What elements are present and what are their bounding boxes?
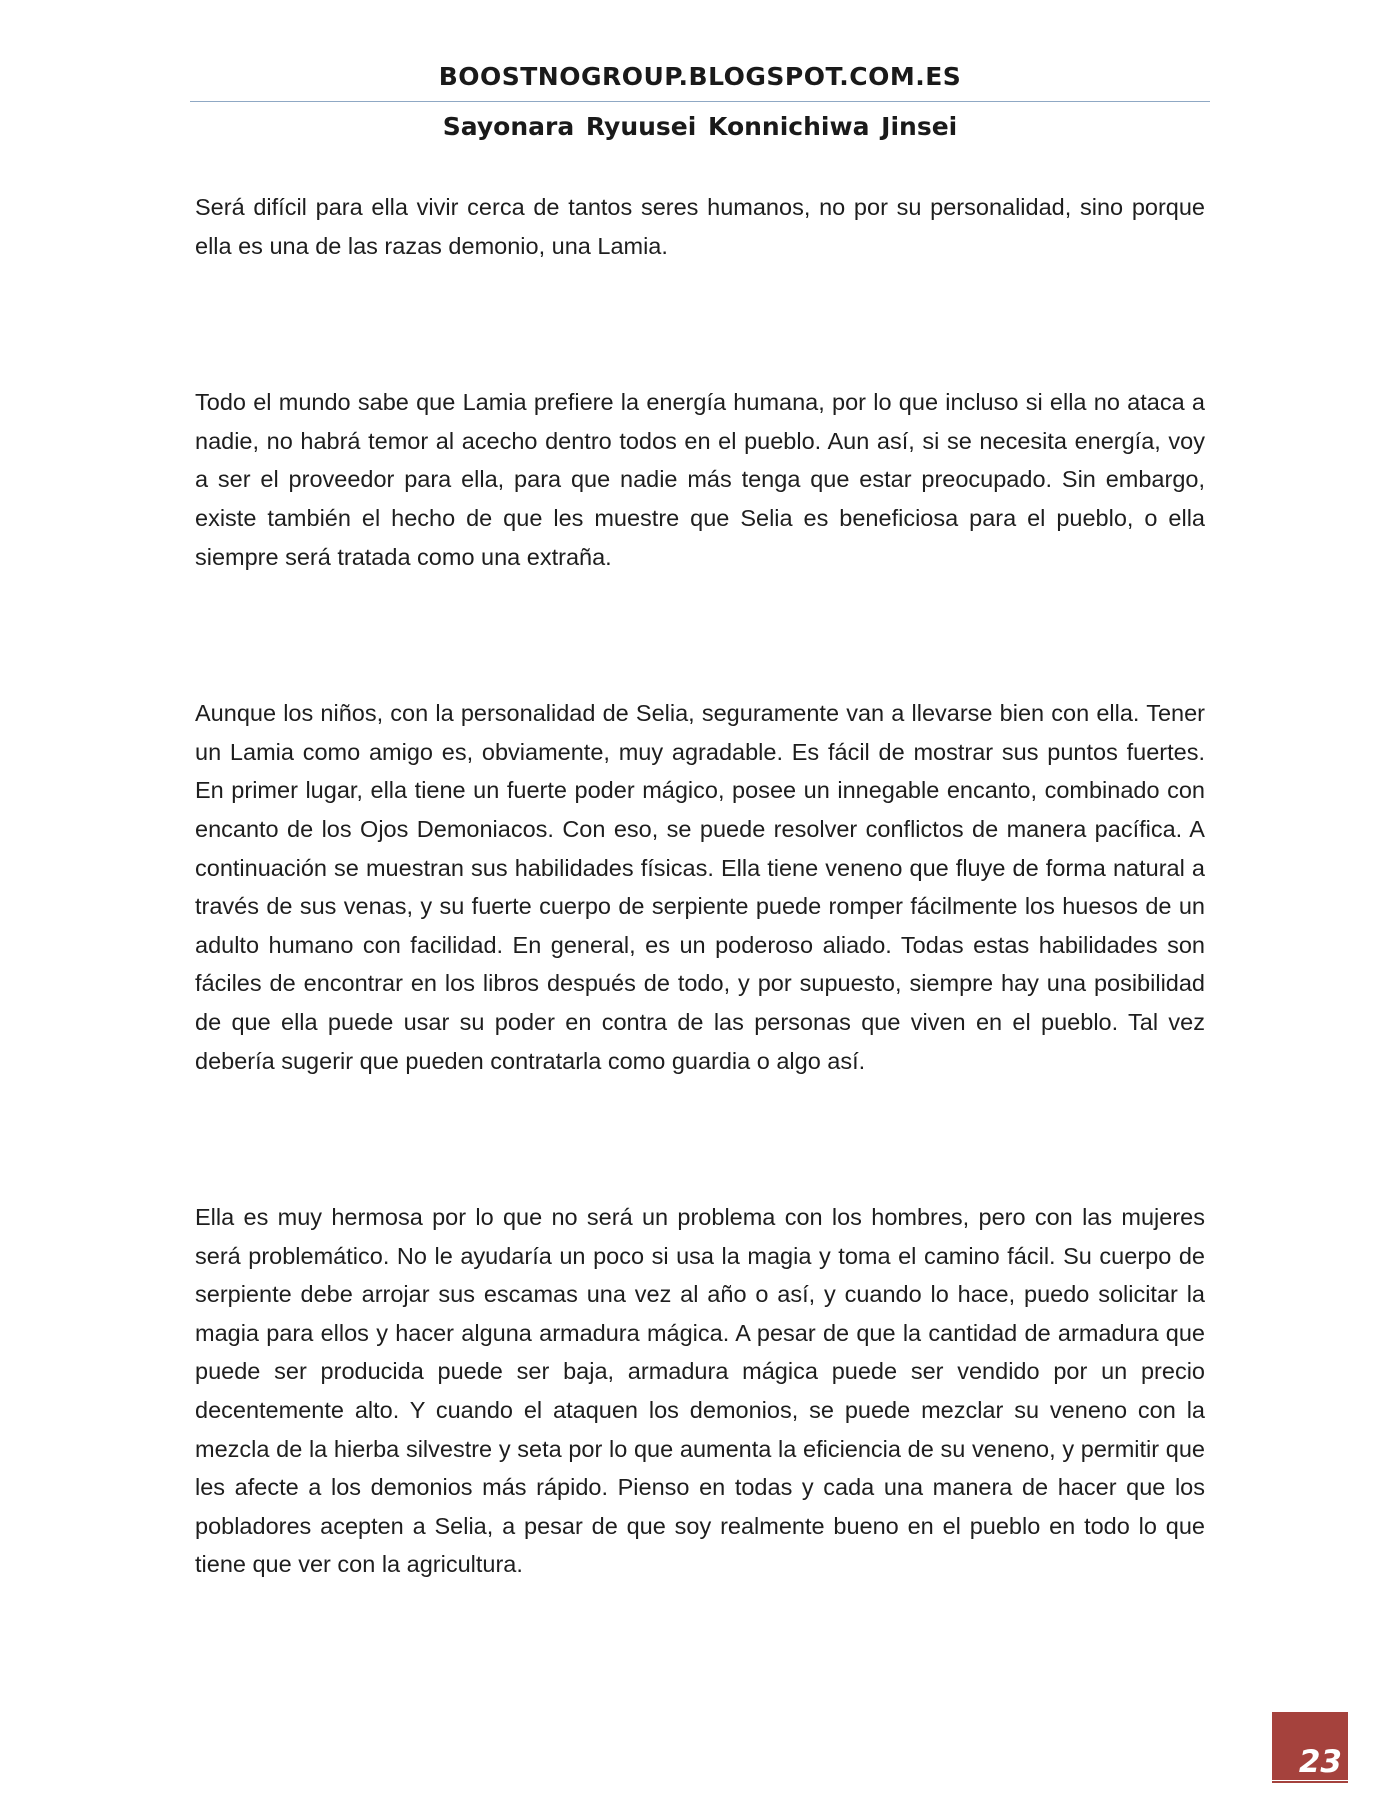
book-title: Sayonara Ryuusei Konnichiwa Jinsei	[442, 112, 958, 141]
site-title: BOOSTNOGROUP.BLOGSPOT.COM.ES	[190, 62, 1210, 102]
body-text	[195, 188, 1205, 1584]
page-number-rule	[1272, 1781, 1348, 1783]
page-number: 23	[1298, 1744, 1342, 1780]
page-header	[190, 62, 1210, 141]
paragraph-2: Todo el mundo sabe que Lamia prefiere la energía humana, por lo que incluso si ella no ataca a nadie, no habrá temor al acecho dentro todos en el pueblo. Aun así, si se necesita energía, voy a ser el proveedor para ella, para que nadie más tenga que estar preocupado. Sin embargo, existe también el hecho de que les muestre que Selia es beneficiosa para el pueblo, o ella siempre será tratada como una extraña.	[195, 389, 1205, 570]
paragraph-4: Ella es muy hermosa por lo que no será un problema con los hombres, pero con las mujeres será problemático. No le ayudaría un poco si usa la magia y toma el camino fácil. Su cuerpo de serpiente debe arrojar sus escamas una vez al año o así, y cuando lo hace, puedo solicitar la magia para ellos y hacer alguna armadura mágica. A pesar de que la cantidad de armadura que puede ser producida puede ser baja, armadura mágica puede ser vendido por un precio decentemente alto. Y cuando el ataquen los demonios, se puede mezclar su veneno con la mezcla de la hierba silvestre y seta por lo que aumenta la eficiencia de su veneno, y permitir que les afecte a los demonios más rápido. Pienso en todas y cada una manera de hacer que los pobladores acepten a Selia, a pesar de que soy realmente bueno en el pueblo en todo lo que tiene que ver con la agricultura.	[195, 1204, 1205, 1578]
paragraph-1: Será difícil para ella vivir cerca de tantos seres humanos, no por su personalidad, sino porque ella es una de las razas demonio, una Lamia.	[195, 194, 1205, 259]
page-number-box	[1272, 1712, 1348, 1780]
paragraph-3: Aunque los niños, con la personalidad de Selia, seguramente van a llevarse bien con ella. Tener un Lamia como amigo es, obviamente, muy agradable. Es fácil de mostrar sus puntos fuertes. En primer lugar, ella tiene un fuerte poder mágico, posee un innegable encanto, combinado con encanto de los Ojos Demoniacos. Con eso, se puede resolver conflictos de manera pacífica. A continuación se muestran sus habilidades físicas. Ella tiene veneno que fluye de forma natural a través de sus venas, y su fuerte cuerpo de serpiente puede romper fácilmente los huesos de un adulto humano con facilidad. En general, es un poderoso aliado. Todas estas habilidades son fáciles de encontrar en los libros después de todo, y por supuesto, siempre hay una posibilidad de que ella puede usar su poder en contra de las personas que viven en el pueblo. Tal vez debería sugerir que pueden contratarla como guardia o algo así.	[195, 700, 1205, 1074]
